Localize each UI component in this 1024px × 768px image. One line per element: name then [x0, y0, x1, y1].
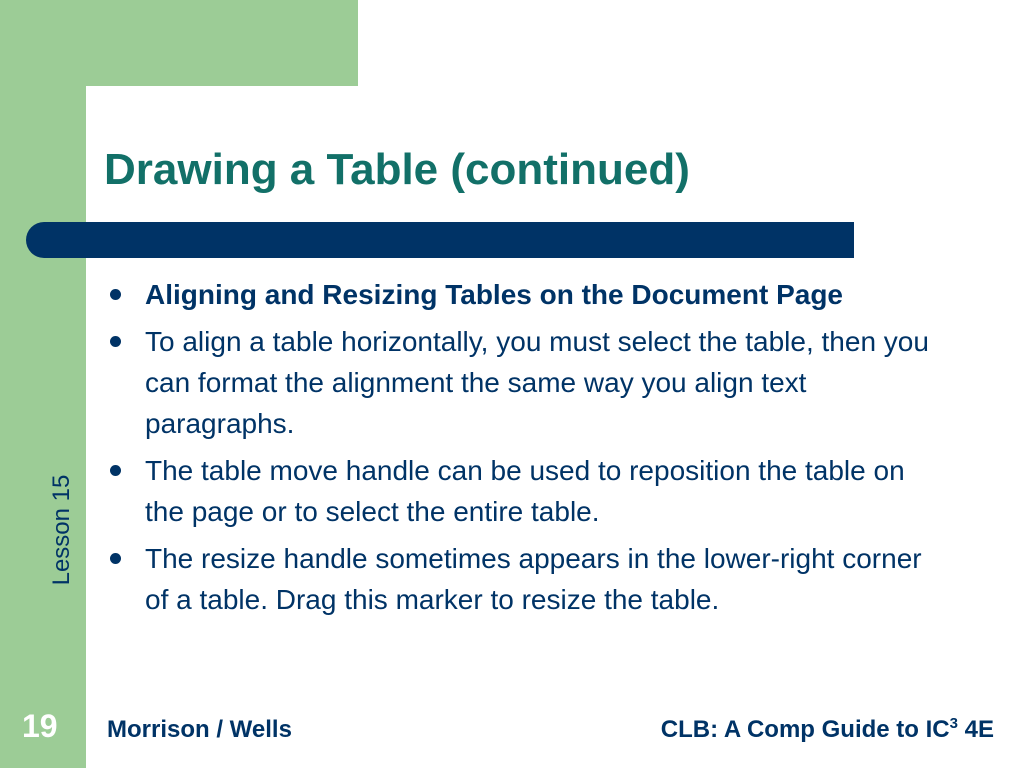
bullet-text: The resize handle sometimes appears in the lower-right corner of a table. Drag this marker to resize the table. [145, 543, 922, 615]
bullet-text: The table move handle can be used to reposition the table on the page or to select the entire table. [145, 455, 905, 527]
title-underline-bar [26, 222, 854, 258]
bullet-dot-icon [110, 336, 121, 347]
footer-book-title [661, 716, 994, 744]
bullet-text: To align a table horizontally, you must select the table, then you can format the alignment the same way you align text paragraphs. [145, 326, 929, 439]
content-corner [86, 86, 146, 146]
slide-number: 19 [22, 708, 58, 744]
footer-book-title-edition: 4E [957, 716, 994, 743]
bullet-list [104, 274, 934, 626]
footer-book-title-text: CLB: A Comp Guide to IC [660, 716, 950, 743]
bullet-text: Aligning and Resizing Tables on the Document Page [145, 279, 843, 310]
footer-book-title-superscript: 3 [949, 715, 958, 732]
bullet-item [104, 274, 934, 315]
bullet-item [104, 450, 934, 532]
lesson-label: Lesson 15 [48, 474, 75, 586]
slide-title: Drawing a Table (continued) [104, 145, 690, 194]
bullet-item [104, 538, 934, 620]
footer-authors: Morrison / Wells [107, 716, 292, 743]
bullet-item [104, 321, 934, 444]
bullet-dot-icon [110, 553, 121, 564]
side-green-band [0, 0, 86, 768]
top-green-band [0, 0, 358, 86]
bullet-dot-icon [110, 465, 121, 476]
bullet-dot-icon [110, 289, 121, 300]
